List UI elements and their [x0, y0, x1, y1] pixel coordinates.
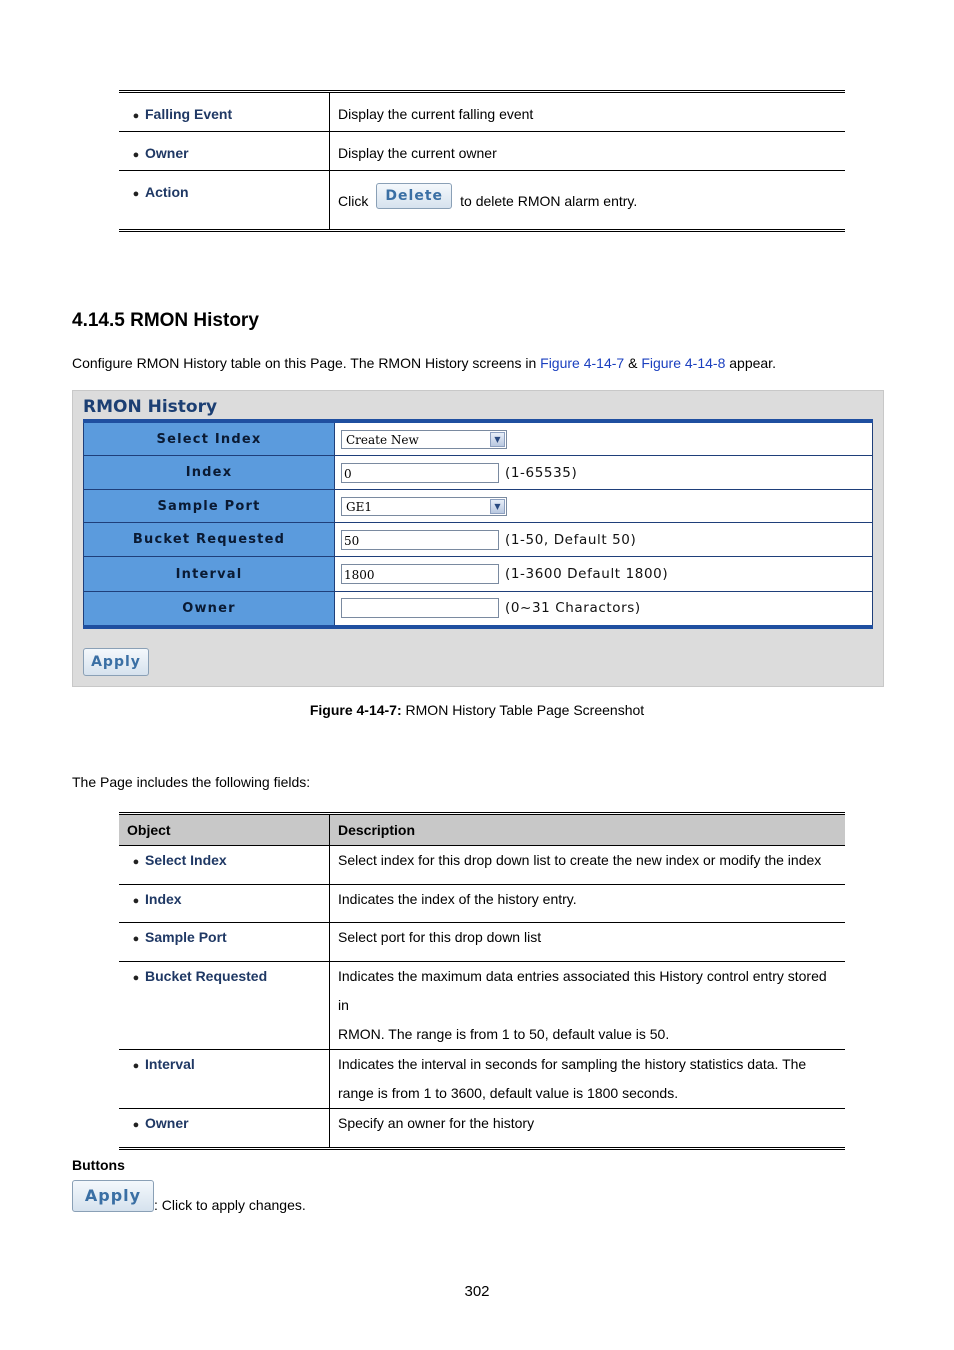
select-index-cell — [335, 421, 873, 456]
index-label: Index — [84, 456, 335, 490]
rmon-history-form — [83, 419, 873, 629]
table-row-description — [330, 171, 846, 231]
table-row-object: ● Owner — [119, 1109, 330, 1149]
bullet-icon: ● — [132, 188, 140, 200]
caption-prefix: Figure 4-14-7: — [309, 702, 402, 718]
bullet-icon: ● — [132, 110, 140, 122]
table-row-description — [330, 1050, 846, 1109]
table-row-object: ● Action — [119, 171, 330, 231]
intro-paragraph — [72, 355, 776, 371]
bullet-icon: ● — [132, 1060, 140, 1072]
owner-hint: (0~31 Charactors) — [505, 600, 641, 617]
interval-cell — [335, 557, 873, 592]
desc-line: RMON. The range is from 1 to 50, default value is 50. — [338, 1026, 670, 1042]
select-index-dropdown[interactable] — [341, 430, 507, 449]
bullet-icon: ● — [132, 149, 140, 161]
table-row-object: ● Interval — [119, 1050, 330, 1109]
owner-input[interactable] — [341, 598, 499, 618]
index-hint: (1-65535) — [505, 464, 578, 481]
table-row-description — [330, 846, 846, 885]
bucket-requested-hint: (1-50, Default 50) — [505, 531, 637, 548]
bullet-icon: ● — [132, 856, 140, 868]
table-row-object: ● Falling Event — [119, 92, 330, 132]
figure-link-1[interactable]: Figure 4-14-7 — [540, 355, 625, 371]
alarm-fields-table — [119, 90, 845, 232]
apply-button-example[interactable]: Apply — [72, 1180, 154, 1212]
table-row-object: ● Owner — [119, 132, 330, 171]
header-description: Description — [330, 814, 846, 846]
figure-caption — [0, 702, 954, 718]
sample-port-value: GE1 — [346, 499, 372, 514]
caption-text: RMON History Table Page Screenshot — [401, 702, 645, 718]
bullet-icon: ● — [132, 1119, 140, 1131]
select-index-value: Create New — [346, 432, 419, 447]
desc-line: Indicates the maximum data entries associated this History control entry stored in — [338, 968, 827, 1013]
apply-description: : Click to apply changes. — [154, 1197, 306, 1213]
table-row-description: Display the current falling event — [330, 92, 846, 132]
fields-intro: The Page includes the following fields: — [72, 774, 311, 790]
panel-title: RMON History — [83, 397, 218, 417]
sample-port-label: Sample Port — [84, 490, 335, 523]
table-row-object: ● Bucket Requested — [119, 962, 330, 1050]
interval-label: Interval — [84, 557, 335, 592]
intro-text: Configure RMON History table on this Page. The RMON History screens in — [72, 355, 541, 371]
sample-port-dropdown[interactable] — [341, 497, 507, 516]
bullet-icon: ● — [132, 933, 140, 945]
intro-suffix: appear. — [725, 355, 776, 371]
table-row-object: ● Select Index — [119, 846, 330, 885]
intro-amp: & — [624, 355, 642, 371]
bucket-requested-cell — [335, 523, 873, 557]
bullet-icon: ● — [132, 972, 140, 984]
bucket-requested-input[interactable]: 50 — [341, 530, 499, 550]
interval-hint: (1-3600 Default 1800) — [505, 566, 669, 582]
index-cell — [335, 456, 873, 490]
select-index-label: Select Index — [84, 421, 335, 456]
bucket-requested-label: Bucket Requested — [84, 523, 335, 557]
apply-button[interactable]: Apply — [83, 648, 149, 676]
buttons-heading: Buttons — [72, 1157, 125, 1173]
table-row-description — [330, 885, 846, 923]
fields-table — [119, 812, 845, 1150]
desc-line: Select port for this drop down list — [338, 929, 542, 945]
table-row-description — [330, 923, 846, 962]
owner-cell — [335, 592, 873, 627]
table-row-object: ● Index — [119, 885, 330, 923]
figure-link-2[interactable]: Figure 4-14-8 — [641, 355, 726, 371]
desc-line: range is from 1 to 3600, default value is 1800 seconds. — [338, 1085, 679, 1101]
bullet-icon: ● — [132, 895, 140, 907]
chevron-down-icon[interactable]: ▼ — [490, 499, 505, 514]
section-title: 4.14.5 RMON History — [72, 310, 259, 331]
owner-label: Owner — [84, 592, 335, 627]
chevron-down-icon[interactable]: ▼ — [490, 432, 505, 447]
desc-line: Specify an owner for the history — [338, 1115, 535, 1131]
desc-line: Select index for this drop down list to create the new index or modify the index — [338, 852, 822, 868]
rmon-history-panel — [72, 390, 884, 687]
page-number: 302 — [464, 1283, 490, 1300]
click-suffix: to delete RMON alarm entry. — [460, 193, 638, 209]
click-prefix: Click — [338, 193, 369, 209]
desc-line: Indicates the interval in seconds for sampling the history statistics data. The — [338, 1056, 807, 1072]
sample-port-cell — [335, 490, 873, 523]
table-row-object: ● Sample Port — [119, 923, 330, 962]
table-row-description: Display the current owner — [330, 132, 846, 171]
table-row-description — [330, 1109, 846, 1149]
index-input[interactable]: 0 — [341, 463, 499, 483]
desc-line: Indicates the index of the history entry. — [338, 891, 577, 907]
delete-button[interactable]: Delete — [376, 183, 452, 209]
header-object: Object — [119, 814, 330, 846]
interval-input[interactable]: 1800 — [341, 564, 499, 584]
table-row-description — [330, 962, 846, 1050]
